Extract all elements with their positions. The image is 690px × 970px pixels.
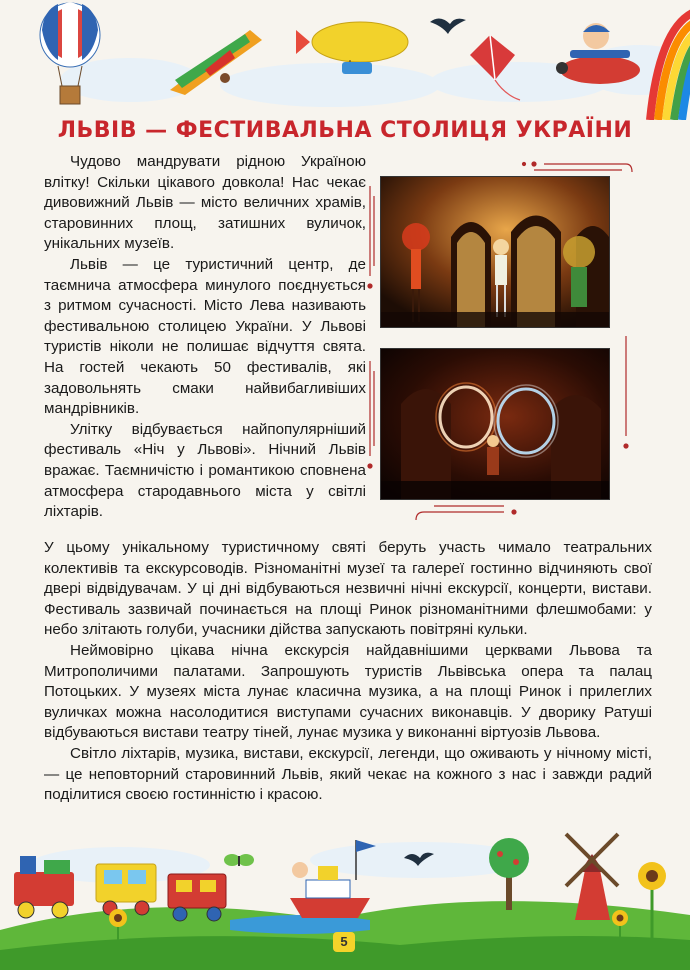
plane-boy-icon <box>556 23 640 84</box>
bird-icon <box>430 18 466 34</box>
night-festival-stilt-performers-photo <box>380 176 610 328</box>
paragraph: У цьому унікальному туристичному святі беруть участь чимало театральних колективів та екскурсоводів. Різноманітні музеї та галереї гостинно відчиняють свої двері відвідувачам. У ці дні відбуваються незвичні нічні екскурсії, концерти, вистави. Фестиваль зазвичай починається на площі Ринок різноманітними флешмобами: у небо злітають голуби, учасники дійства запускають повітряні кульки. <box>44 539 652 639</box>
top-decoration <box>0 0 690 120</box>
paragraph: Неймовірно цікава нічна екскурсія найдавнішими церквами Львова та Митрополичими палатами. Запрошують туристів Львівська опера та палац Потоцьких. У музеях міста лунає класична музика, а на площі Ринок і прилеглих вуличках можна насолодитися виступами сучасних виконавців. У дворику Ратуші відбуваються вистави театру тіней, лунає музика у виконанні віртуозів Львова. <box>44 641 652 742</box>
main-text-block <box>44 538 652 806</box>
page-number: 5 <box>333 932 355 952</box>
butterfly-icon <box>224 854 254 866</box>
fire-show-light-circles-photo <box>380 348 610 500</box>
intro-text-column <box>44 152 366 523</box>
paragraph: Світло ліхтарів, музика, вистави, екскурсії, легенди, що оживають у нічному місті, — це неповторний старовинний Львів, який чекає на кожного з нас і завжди радий поділитися своєю гостинністю і красою. <box>44 744 652 804</box>
fruit-tree-icon <box>489 838 529 910</box>
paragraph: Чудово мандрувати рідною Україною влітку! Скільки цікавого довкола! Нас чекає дивовижний Львів — місто величних храмів, старовинних площ, затишних вуличок, унікальних музеїв. <box>44 153 366 253</box>
rainbow-decoration <box>650 10 690 120</box>
paragraph: Львів — це туристичний центр, де таємнича атмосфера минулого поєднується з ритмом сучасності. Місто Лева називають фестивальною столицею України. У Львові туристів ніколи не полишає відчуття свята. На гостей чекають 50 фестивалів, які задовольнять смаки найвибагливіших мандрівників. <box>44 255 366 418</box>
page-title: ЛЬВІВ — ФЕСТИВАЛЬНА СТОЛИЦЯ УКРАЇНИ <box>57 118 633 143</box>
paragraph: Улітку відбувається найпопулярніший фестиваль «Ніч у Львові». Нічний Львів вражає. Таємничістю і романтикою сповнена атмосфера стародавнього міста у світлі ліхтарів. <box>44 420 366 521</box>
